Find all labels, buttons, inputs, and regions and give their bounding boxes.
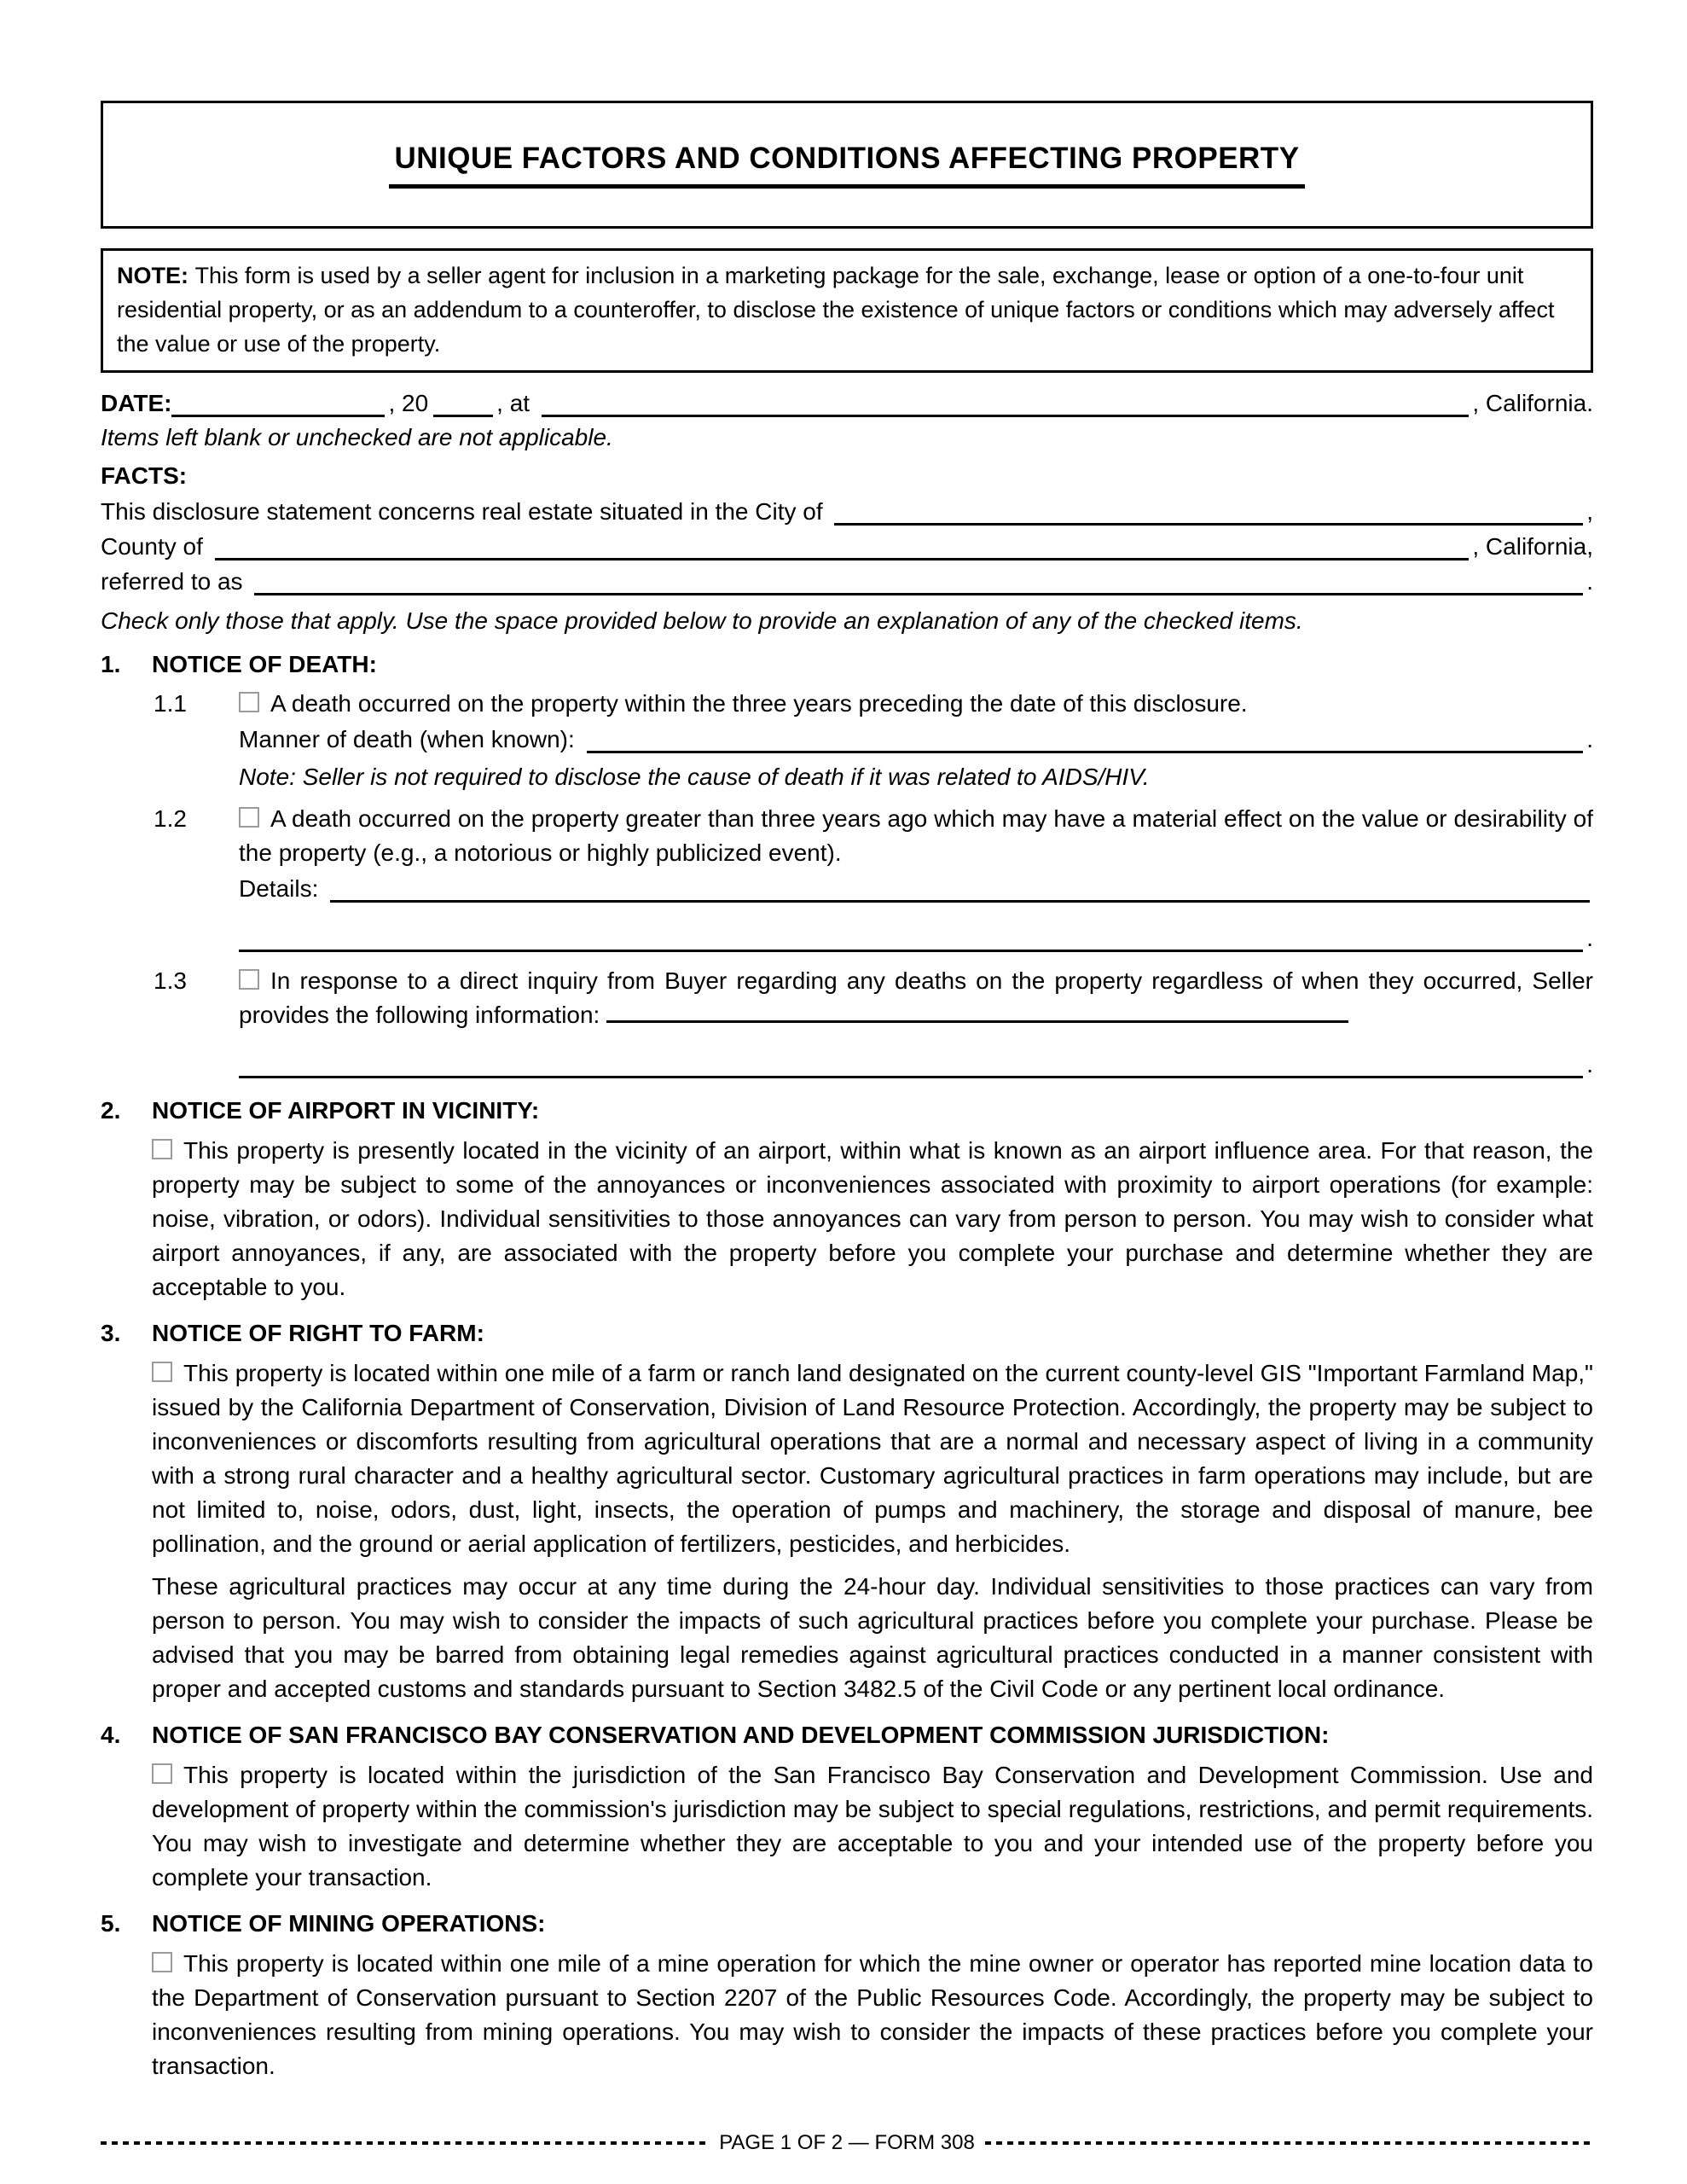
facts-label: FACTS: [101, 462, 188, 489]
inquiry-continuation-field[interactable] [239, 1050, 1583, 1078]
inquiry-info-field[interactable] [606, 998, 1348, 1023]
note-text: This form is used by a seller agent for inclusion in a marketing package for the sale, exchange, lease or option of a one-to-four unit residential property, or as an addendum to a counteroffer, to disclose the existence of unique factors or conditions which may adversely affect the value or use of the property. [117, 263, 1555, 357]
facts-referred-prefix: referred to as [101, 568, 250, 595]
footer-page-label: PAGE 1 OF 2 — FORM 308 [719, 2131, 975, 2154]
section-2-text: This property is presently located in the vicinity of an airport, within what is known as an airport influence area. For that reason, the property may be subject to some of the annoyances or inconveniences associated with proximity to airport operations (for example: noise, vibration, or odors). Individual sensitivities to those annoyances can vary from person to person. You may wish to consider what airport annoyances, if any, are associated with the property before you complete your purchase and determine whether they are acceptable to you. [152, 1137, 1593, 1300]
section-4-heading [101, 1718, 1593, 1753]
item-1-1-number: 1.1 [154, 690, 187, 717]
section-3-text-2: These agricultural practices may occur at any time during the 24-hour day. Individual sensitivities to those practices can vary from person to person. You may wish to consider the impacts of such agricultural practices before you complete your purchase. Please be advised that you may be barred from obtaining legal remedies against agricultural practices conducted in a manner consistent with proper and accepted customs and standards pursuant to Section 3482.5 of the Civil Code or any pertinent local ordinance. [152, 1573, 1593, 1702]
year-prefix: , 20 [388, 390, 429, 416]
facts-city-prefix: This disclosure statement concerns real estate situated in the City of [101, 498, 830, 525]
county-field[interactable] [215, 532, 1470, 561]
section-3-paragraph-2 [152, 1570, 1593, 1706]
section-2-number: 2. [101, 1097, 121, 1124]
title-box [101, 101, 1593, 229]
manner-of-death-row [239, 721, 1593, 757]
details-label: Details: [239, 875, 326, 902]
facts-county-row [101, 529, 1593, 564]
footer-rule-left [101, 2141, 709, 2145]
section-5-paragraph [152, 1947, 1593, 2083]
section-5-heading [101, 1907, 1593, 1942]
facts-city-suffix: , [1586, 498, 1593, 525]
city-field[interactable] [834, 497, 1583, 526]
footer-rule-right [985, 2141, 1593, 2145]
details-continuation-row [239, 920, 1593, 956]
date-day-field[interactable] [171, 389, 385, 417]
details-field[interactable] [330, 874, 1590, 903]
item-1-3 [154, 964, 1593, 1032]
section-4-number: 4. [101, 1722, 121, 1748]
checkbox-farm[interactable] [152, 1362, 172, 1382]
check-instruction: Check only those that apply. Use the space provided below to provide an explanation of any of the checked items. [101, 607, 1303, 634]
section-1-number: 1. [101, 651, 121, 677]
section-5-number: 5. [101, 1910, 121, 1937]
details-blank-suffix: . [1586, 925, 1593, 951]
section-4-text: This property is located within the jurisdiction of the San Francisco Bay Conservation and Development Commission. Use and development of property within the commission's jurisdiction may be subject to special regulations, restrictions, and permit requirements. You may wish to investigate and determine whether they are acceptable to you and your intended use of the property before you complete your transaction. [152, 1762, 1593, 1891]
section-3-paragraph-1 [152, 1356, 1593, 1561]
note-box [101, 248, 1593, 373]
item-1-1 [154, 687, 1593, 721]
section-2-heading [101, 1094, 1593, 1129]
section-3-text-1: This property is located within one mile of a farm or ranch land designated on the current county-level GIS "Important Farmland Map," issued by the California Department of Conservation, Division of Land Resource Protection. Accordingly, the property may be subject to inconveniences or discomforts resulting from agricultural operations that are a normal and necessary aspect of living in a community with a strong rural character and a healthy agricultural sector. Customary agricultural practices in farm operations may include, but are not limited to, noise, odors, dust, light, insects, the operation of pumps and machinery, the storage and disposal of manure, bee pollination, and the ground or aerial application of fertilizers, pesticides, and herbicides. [152, 1360, 1593, 1557]
page-footer [101, 2131, 1593, 2155]
item-1-3-number: 1.3 [154, 967, 187, 994]
checkbox-1-2[interactable] [239, 807, 259, 828]
at-label: , at [496, 390, 536, 416]
date-year-field[interactable] [433, 389, 493, 417]
item-1-2-text: A death occurred on the property greater than three years ago which may have a material effect on the value or desirability of the property (e.g., a notorious or highly publicized event). [239, 805, 1593, 866]
facts-city-row [101, 494, 1593, 529]
note-label: NOTE: [117, 263, 195, 288]
date-row [101, 385, 1593, 421]
details-continuation-field[interactable] [239, 924, 1583, 952]
section-1-heading [101, 648, 1593, 682]
section-3-number: 3. [101, 1320, 121, 1346]
item-1-2-number: 1.2 [154, 805, 187, 832]
section-2-title: NOTICE OF AIRPORT IN VICINITY: [152, 1097, 540, 1124]
section-5-text: This property is located within one mile of a mine operation for which the mine owner or operator has reported mine location data to the Department of Conservation pursuant to Section 2207 of the Public Resources Code. Accordingly, the property may be subject to inconveniences resulting from mining operations. You may wish to consider the impacts of these practices before you complete your transaction. [152, 1950, 1593, 2079]
item-1-3-text: In response to a direct inquiry from Buyer regarding any deaths on the property regardless of when they occurred, Seller provides the following information: [239, 967, 1593, 1028]
checkbox-mining[interactable] [152, 1952, 172, 1972]
checkbox-airport[interactable] [152, 1139, 172, 1159]
checkbox-1-1[interactable] [239, 692, 259, 712]
items-blank-note: Items left blank or unchecked are not applicable. [101, 424, 613, 450]
inquiry-blank-suffix: . [1586, 1051, 1593, 1077]
form-title: UNIQUE FACTORS AND CONDITIONS AFFECTING PROPERTY [389, 142, 1304, 189]
inquiry-continuation-row [239, 1046, 1593, 1082]
item-1-1-text: A death occurred on the property within the three years preceding the date of this disclosure. [270, 690, 1248, 717]
section-3-title: NOTICE OF RIGHT TO FARM: [152, 1320, 484, 1346]
facts-referred-row [101, 564, 1593, 599]
facts-county-prefix: County of [101, 533, 210, 560]
date-place-field[interactable] [542, 389, 1470, 417]
aids-note: Note: Seller is not required to disclose the cause of death if it was related to AIDS/HIV. [239, 764, 1150, 790]
section-2-paragraph [152, 1134, 1593, 1304]
referred-to-field[interactable] [254, 567, 1583, 595]
section-4-paragraph [152, 1758, 1593, 1895]
manner-suffix: . [1586, 726, 1593, 752]
facts-referred-suffix: . [1586, 568, 1593, 595]
date-label: DATE: [101, 390, 172, 416]
facts-county-suffix: , California, [1472, 533, 1593, 560]
checkbox-1-3[interactable] [239, 969, 259, 990]
section-1-title: NOTICE OF DEATH: [152, 651, 377, 677]
item-1-2 [154, 802, 1593, 870]
details-row [239, 870, 1593, 906]
checkbox-bay-commission[interactable] [152, 1763, 172, 1784]
manner-label: Manner of death (when known): [239, 726, 582, 752]
section-3-heading [101, 1316, 1593, 1351]
manner-of-death-field[interactable] [587, 725, 1584, 753]
section-5-title: NOTICE OF MINING OPERATIONS: [152, 1910, 546, 1937]
section-4-title: NOTICE OF SAN FRANCISCO BAY CONSERVATION AND DEVELOPMENT COMMISSION JURISDICTION: [152, 1722, 1330, 1748]
california-suffix: , California. [1472, 390, 1593, 416]
